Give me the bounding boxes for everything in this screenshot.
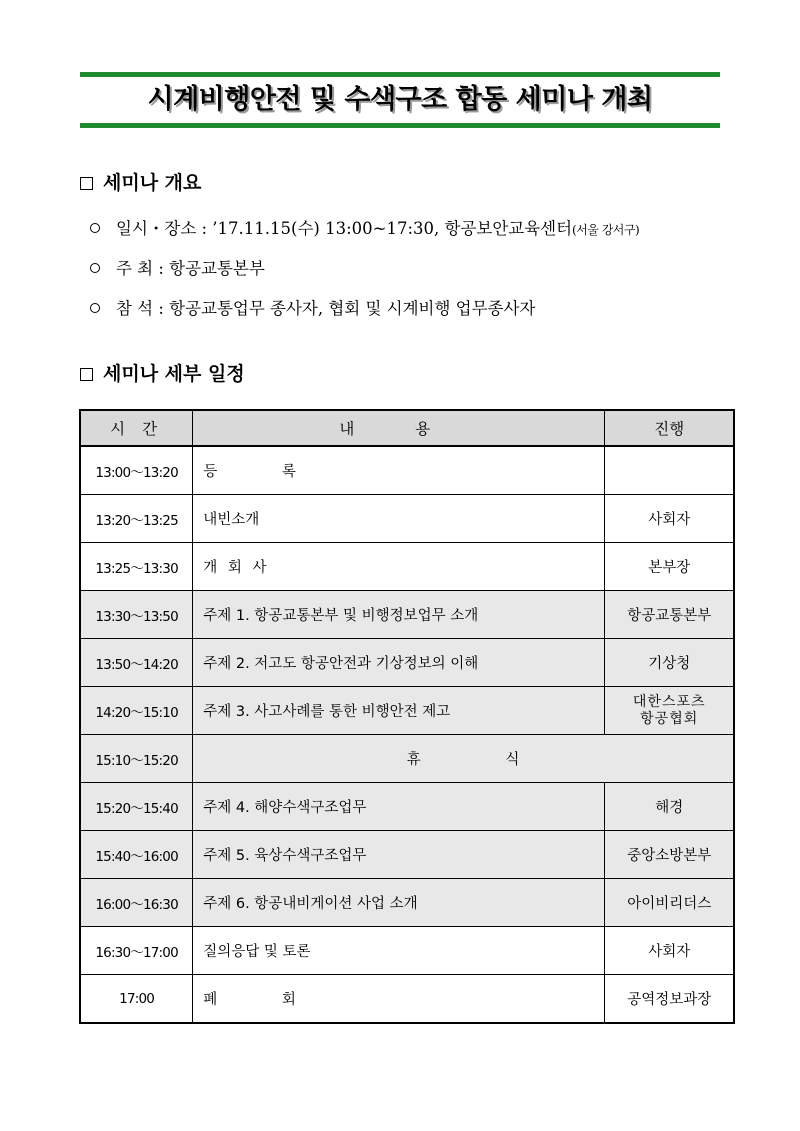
content-cell: 주제 5. 육상수색구조업무 (193, 831, 605, 879)
overview-heading (80, 170, 201, 196)
circle-bullet-icon (90, 223, 100, 233)
overview-line-host (90, 256, 265, 282)
time-cell: 15:40～16:00 (80, 831, 193, 879)
host-cell: 사회자 (605, 927, 734, 975)
content-text: 폐 회 (203, 992, 326, 1008)
time-cell: 13:30～13:50 (80, 591, 193, 639)
content-cell: 내빈소개 (193, 495, 605, 543)
table-row (80, 639, 734, 687)
host-cell (605, 687, 734, 735)
time-cell: 17:00 (80, 975, 193, 1024)
page-title: 시계비행안전 및 수색구조 합동 세미나 개최 (147, 84, 653, 115)
time-cell: 13:25～13:30 (80, 543, 193, 591)
overview-line-datetime (90, 216, 639, 242)
table-row (80, 831, 734, 879)
host-cell: 기상청 (605, 639, 734, 687)
host-cell: 항공교통본부 (605, 591, 734, 639)
circle-bullet-icon (90, 303, 100, 313)
circle-bullet-icon (90, 263, 100, 273)
table-row (80, 591, 734, 639)
title-bottom-rule (80, 123, 720, 128)
host-cell (605, 446, 734, 495)
host-line-1: 대한스포츠 (632, 693, 706, 710)
column-header-content: 내 용 (193, 410, 605, 446)
attendees-text: 참 석 : 항공교통업무 종사자, 협회 및 시계비행 업무종사자 (116, 299, 536, 318)
time-cell: 16:00～16:30 (80, 879, 193, 927)
host-cell: 공역정보과장 (605, 975, 734, 1024)
location-note: (서울 강서구) (572, 223, 640, 237)
datetime-text: 일시・장소 : ’17.11.15(수) 13:00~17:30, 항공보안교육센터 (116, 219, 573, 238)
content-cell: 질의응답 및 토론 (193, 927, 605, 975)
host-cell: 중앙소방본부 (605, 831, 734, 879)
time-cell: 13:20～13:25 (80, 495, 193, 543)
content-text: 개 회 사 (203, 560, 270, 576)
time-cell: 13:00～13:20 (80, 446, 193, 495)
table-row (80, 879, 734, 927)
content-cell (193, 543, 605, 591)
time-cell: 15:20～15:40 (80, 783, 193, 831)
table-row (80, 783, 734, 831)
time-cell: 13:50～14:20 (80, 639, 193, 687)
square-bullet-icon (80, 368, 93, 381)
table-row (80, 927, 734, 975)
host-line-2: 항공협회 (640, 710, 699, 727)
column-header-time: 시 간 (80, 410, 193, 446)
table-row (80, 687, 734, 735)
content-cell (193, 446, 605, 495)
time-cell: 14:20～15:10 (80, 687, 193, 735)
host-cell: 본부장 (605, 543, 734, 591)
content-cell: 주제 4. 해양수색구조업무 (193, 783, 605, 831)
content-cell: 주제 3. 사고사례를 통한 비행안전 제고 (193, 687, 605, 735)
schedule-heading-text: 세미나 세부 일정 (103, 363, 245, 385)
schedule-table (79, 409, 735, 1024)
table-row (80, 446, 734, 495)
host-cell: 아이비리더스 (605, 879, 734, 927)
overview-heading-text: 세미나 개요 (103, 172, 202, 194)
content-cell: 주제 6. 항공내비게이션 사업 소개 (193, 879, 605, 927)
title-top-rule (80, 72, 720, 77)
table-row-break (80, 735, 734, 783)
break-cell (193, 735, 734, 783)
time-cell: 15:10～15:20 (80, 735, 193, 783)
overview-line-attendees (90, 296, 535, 322)
column-header-host: 진행 (605, 410, 734, 446)
content-cell: 주제 2. 저고도 항공안전과 기상정보의 이해 (193, 639, 605, 687)
content-text: 등 록 (203, 464, 326, 480)
table-row (80, 975, 734, 1024)
table-header-row (80, 410, 734, 446)
schedule-heading (80, 361, 245, 387)
content-cell: 주제 1. 항공교통본부 및 비행정보업무 소개 (193, 591, 605, 639)
time-cell: 16:30～17:00 (80, 927, 193, 975)
content-cell (193, 975, 605, 1024)
host-cell: 사회자 (605, 495, 734, 543)
table-row (80, 495, 734, 543)
host-cell: 해경 (605, 783, 734, 831)
table-row (80, 543, 734, 591)
break-text: 휴 식 (406, 752, 560, 768)
square-bullet-icon (80, 177, 93, 190)
title-block (80, 72, 720, 128)
host-text: 주 최 : 항공교통본부 (116, 259, 265, 278)
